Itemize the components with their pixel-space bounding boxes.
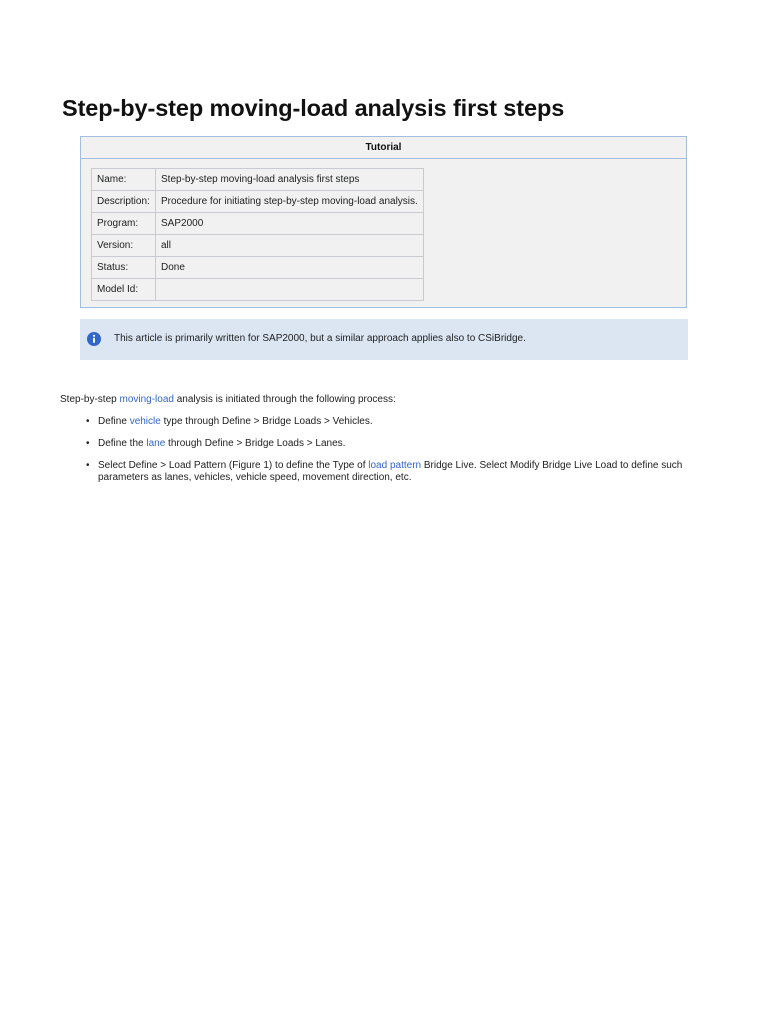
infobox-header: Tutorial (81, 137, 686, 159)
info-icon (87, 332, 101, 346)
infobox-row-version (92, 235, 424, 257)
infobox-label: Version: (92, 235, 156, 257)
infobox-table (91, 168, 424, 301)
moving-load-link[interactable]: moving-load (119, 394, 174, 405)
step-text: Select Define > Load Pattern (Figure 1) to define the Type of (98, 460, 369, 471)
infobox-value: Done (156, 257, 424, 279)
intro-paragraph (60, 394, 396, 405)
infobox-value (156, 279, 424, 301)
infobox-label: Status: (92, 257, 156, 279)
infobox-row-model-id (92, 279, 424, 301)
lane-link[interactable]: lane (146, 438, 166, 449)
bullet-icon: • (86, 460, 90, 471)
list-item (60, 438, 700, 450)
infobox-label: Model Id: (92, 279, 156, 301)
infobox-row-name (92, 169, 424, 191)
infobox-value: Step-by-step moving-load analysis first steps (156, 169, 424, 191)
step-text: through Define > Bridge Loads > Lanes. (165, 438, 346, 449)
step-text: Define (98, 416, 130, 427)
load-pattern-link[interactable]: load pattern (368, 460, 422, 471)
notice-box (80, 319, 688, 360)
step-text: Bridge Live. Select Modify Bridge Live Load to define such parameters as lanes, vehicles, vehicle speed, movement direction, etc. (98, 460, 683, 483)
step-text: Define the (98, 438, 147, 449)
list-item (60, 460, 700, 484)
infobox-row-description (92, 191, 424, 213)
infobox-row-status (92, 257, 424, 279)
infobox-value: all (156, 235, 424, 257)
vehicle-link[interactable]: vehicle (129, 416, 161, 427)
infobox-row-program (92, 213, 424, 235)
notice-text: This article is primarily written for SAP2000, but a similar approach applies also to CSiBridge. (114, 333, 526, 344)
bullet-icon: • (86, 416, 90, 427)
steps-list (60, 416, 700, 494)
infobox-label: Program: (92, 213, 156, 235)
infobox-label: Name: (92, 169, 156, 191)
tutorial-infobox (80, 136, 687, 308)
infobox-value: Procedure for initiating step-by-step moving-load analysis. (156, 191, 424, 213)
step-text: type through Define > Bridge Loads > Vehicles. (160, 416, 373, 427)
page-title: Step-by-step moving-load analysis first steps (62, 95, 565, 121)
intro-text: analysis is initiated through the following process: (173, 394, 396, 405)
list-item (60, 416, 700, 428)
bullet-icon: • (86, 438, 90, 449)
infobox-label: Description: (92, 191, 156, 213)
intro-text: Step-by-step (60, 394, 120, 405)
infobox-value: SAP2000 (156, 213, 424, 235)
